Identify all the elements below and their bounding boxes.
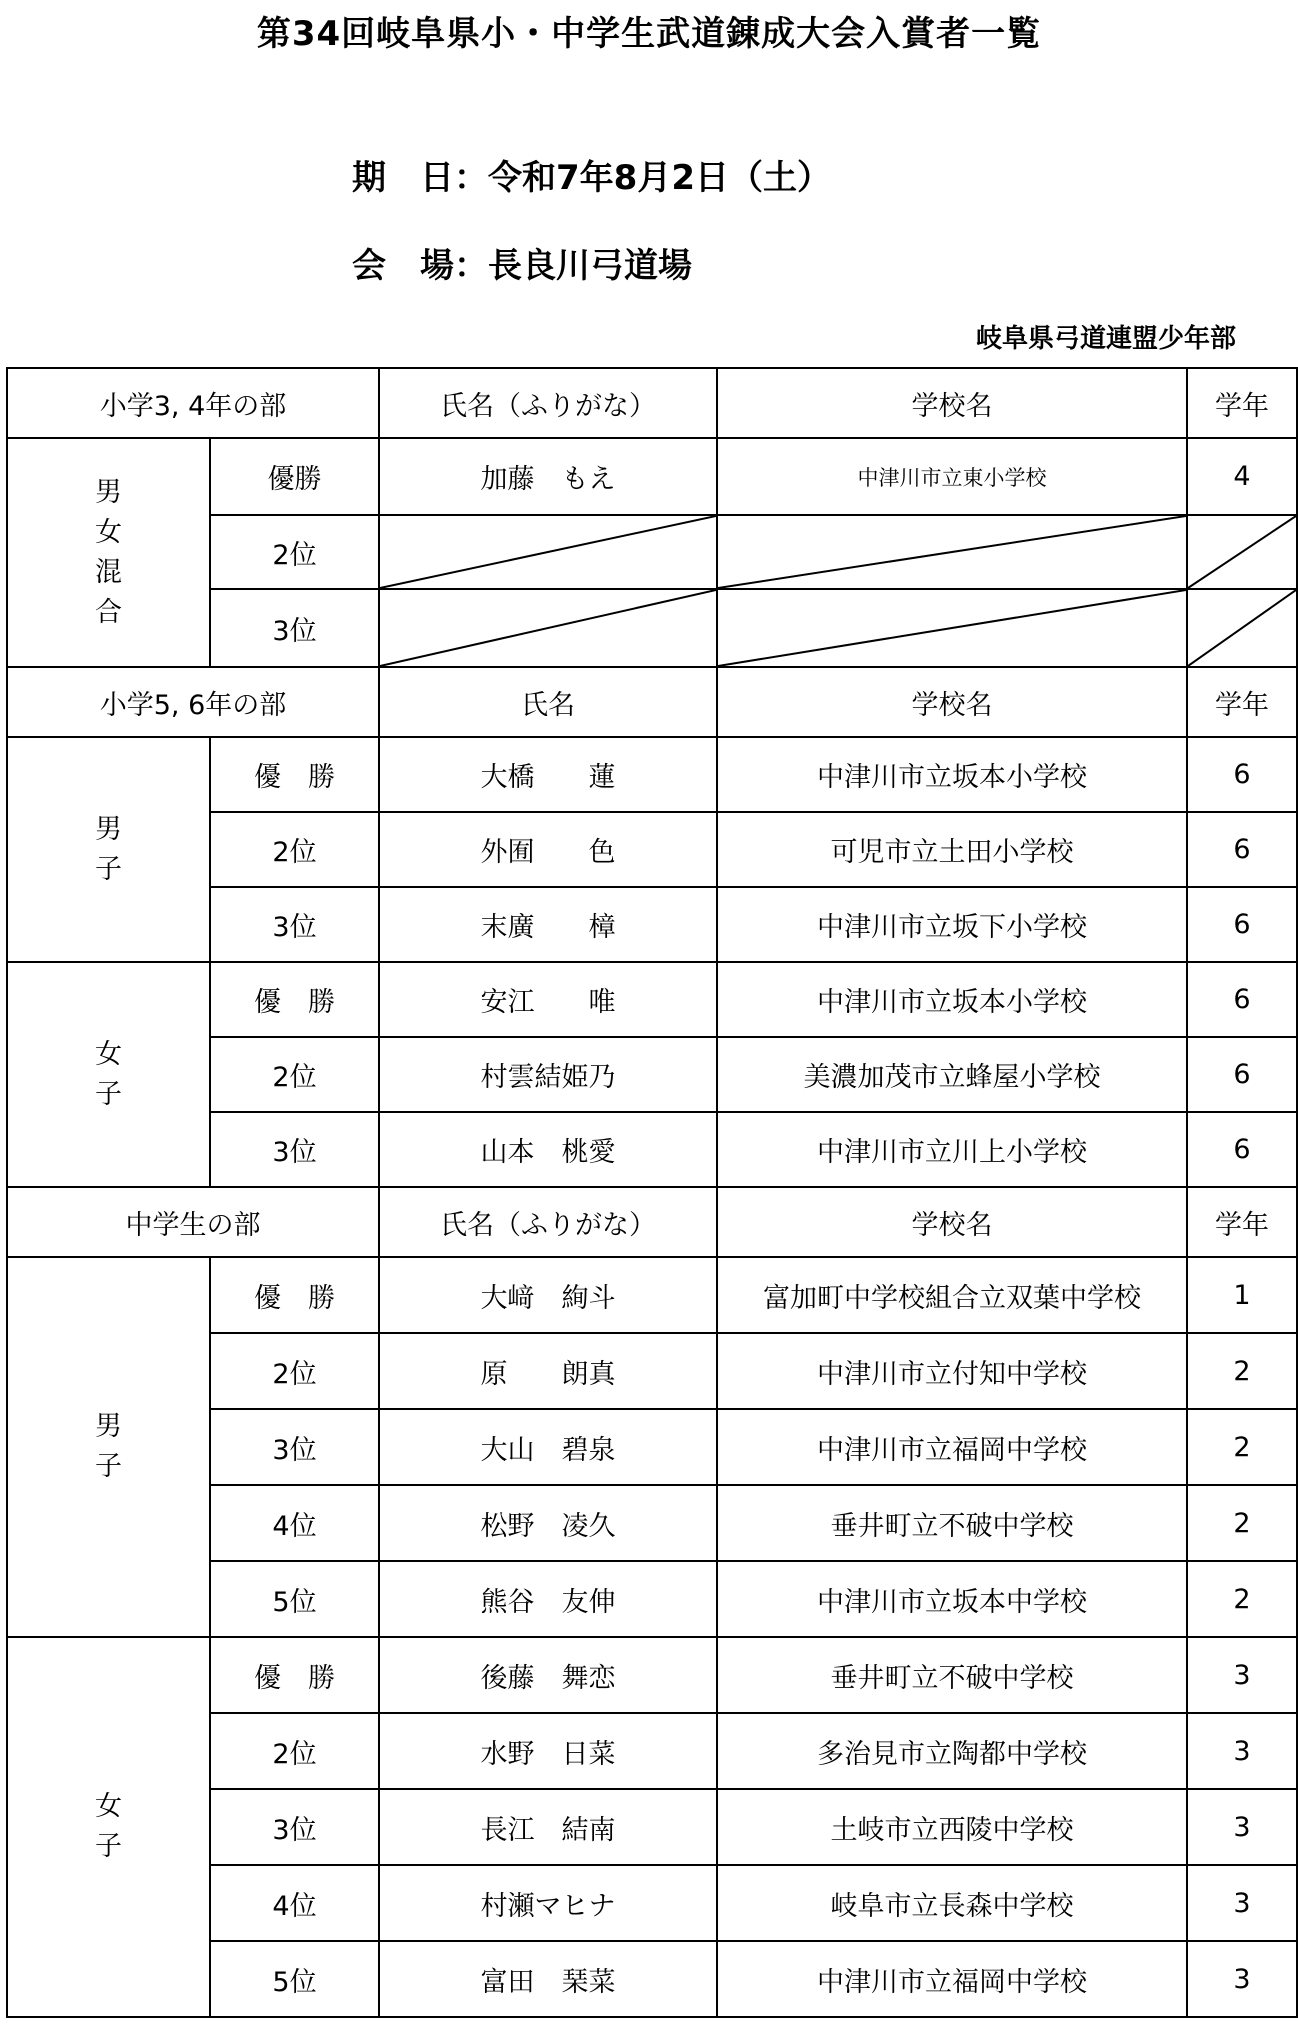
name-cell: 村雲結姫乃 bbox=[379, 1037, 717, 1112]
name-cell: 松野 凌久 bbox=[379, 1485, 717, 1561]
school-cell: 垂井町立不破中学校 bbox=[717, 1485, 1187, 1561]
name-cell: 外囿 色 bbox=[379, 812, 717, 887]
diagonal-strike bbox=[380, 590, 716, 666]
grade-cell: 6 bbox=[1187, 812, 1297, 887]
rank-cell: 5位 bbox=[210, 1561, 379, 1637]
name-cell: 熊谷 友伸 bbox=[379, 1561, 717, 1637]
rank-cell: 3位 bbox=[210, 1789, 379, 1865]
school-header: 学校名 bbox=[717, 667, 1187, 737]
section3-header bbox=[7, 1187, 1297, 1257]
name-cell: 長江 結南 bbox=[379, 1789, 717, 1865]
school-cell: 岐阜市立長森中学校 bbox=[717, 1865, 1187, 1941]
venue-value: 長良川弓道場 bbox=[488, 246, 692, 286]
grade-cell: 2 bbox=[1187, 1485, 1297, 1561]
table-row bbox=[7, 438, 1297, 515]
school-cell: 垂井町立不破中学校 bbox=[717, 1637, 1187, 1713]
name-cell: 水野 日菜 bbox=[379, 1713, 717, 1789]
diagonal-strike bbox=[1188, 516, 1296, 588]
grade-cell: 2 bbox=[1187, 1333, 1297, 1409]
grade-header: 学年 bbox=[1187, 667, 1297, 737]
school-cell: 美濃加茂市立蜂屋小学校 bbox=[717, 1037, 1187, 1112]
empty-cell bbox=[1187, 515, 1297, 589]
name-cell: 富田 琹菜 bbox=[379, 1941, 717, 2017]
rank-cell: 2位 bbox=[210, 515, 379, 589]
school-cell: 中津川市立坂下小学校 bbox=[717, 887, 1187, 962]
rank-cell: 4位 bbox=[210, 1485, 379, 1561]
grade-cell: 1 bbox=[1187, 1257, 1297, 1333]
date-label: 期 日： bbox=[352, 158, 488, 198]
school-cell: 中津川市立福岡中学校 bbox=[717, 1941, 1187, 2017]
rank-cell: 優 勝 bbox=[210, 962, 379, 1037]
rank-cell: 優 勝 bbox=[210, 1637, 379, 1713]
diagonal-strike bbox=[718, 590, 1186, 666]
table-row bbox=[7, 1257, 1297, 1333]
name-cell: 加藤 もえ bbox=[379, 438, 717, 515]
diagonal-strike bbox=[380, 516, 716, 588]
grade-cell: 3 bbox=[1187, 1637, 1297, 1713]
name-cell: 山本 桃愛 bbox=[379, 1112, 717, 1187]
school-cell: 多治見市立陶都中学校 bbox=[717, 1713, 1187, 1789]
name-header: 氏名（ふりがな） bbox=[379, 1187, 717, 1257]
group-label-mixed: 男女混合 bbox=[7, 438, 210, 667]
grade-cell: 6 bbox=[1187, 737, 1297, 812]
school-cell: 土岐市立西陵中学校 bbox=[717, 1789, 1187, 1865]
grade-cell: 6 bbox=[1187, 1112, 1297, 1187]
grade-cell: 6 bbox=[1187, 1037, 1297, 1112]
rank-cell: 2位 bbox=[210, 1037, 379, 1112]
grade-cell: 2 bbox=[1187, 1561, 1297, 1637]
division-header: 中学生の部 bbox=[7, 1187, 379, 1257]
rank-cell: 5位 bbox=[210, 1941, 379, 2017]
name-header: 氏名（ふりがな） bbox=[379, 368, 717, 438]
name-cell: 後藤 舞恋 bbox=[379, 1637, 717, 1713]
division-header: 小学3, 4年の部 bbox=[7, 368, 379, 438]
school-cell: 中津川市立坂本小学校 bbox=[717, 962, 1187, 1037]
school-cell: 富加町中学校組合立双葉中学校 bbox=[717, 1257, 1187, 1333]
division-header: 小学5, 6年の部 bbox=[7, 667, 379, 737]
group-label-girls: 女子 bbox=[7, 1637, 210, 2017]
school-cell: 中津川市立付知中学校 bbox=[717, 1333, 1187, 1409]
group-label-girls: 女子 bbox=[7, 962, 210, 1187]
name-cell: 大﨑 絢斗 bbox=[379, 1257, 717, 1333]
diagonal-strike bbox=[718, 516, 1186, 588]
rank-cell: 3位 bbox=[210, 589, 379, 667]
empty-cell bbox=[1187, 589, 1297, 667]
section2-header bbox=[7, 667, 1297, 737]
section1-header bbox=[7, 368, 1297, 438]
empty-cell bbox=[379, 515, 717, 589]
group-label-boys: 男子 bbox=[7, 1257, 210, 1637]
school-cell: 中津川市立川上小学校 bbox=[717, 1112, 1187, 1187]
rank-cell: 2位 bbox=[210, 1333, 379, 1409]
rank-cell: 優 勝 bbox=[210, 737, 379, 812]
grade-cell: 6 bbox=[1187, 962, 1297, 1037]
grade-cell: 2 bbox=[1187, 1409, 1297, 1485]
school-cell: 可児市立土田小学校 bbox=[717, 812, 1187, 887]
table-row bbox=[7, 1637, 1297, 1713]
name-cell: 大山 碧泉 bbox=[379, 1409, 717, 1485]
grade-cell: 3 bbox=[1187, 1865, 1297, 1941]
rank-cell: 優勝 bbox=[210, 438, 379, 515]
name-header: 氏名 bbox=[379, 667, 717, 737]
empty-cell bbox=[717, 589, 1187, 667]
event-date bbox=[352, 150, 831, 199]
grade-cell: 3 bbox=[1187, 1941, 1297, 2017]
rank-cell: 優 勝 bbox=[210, 1257, 379, 1333]
school-cell: 中津川市立坂本小学校 bbox=[717, 737, 1187, 812]
group-label-boys: 男子 bbox=[7, 737, 210, 962]
rank-cell: 3位 bbox=[210, 887, 379, 962]
grade-cell: 3 bbox=[1187, 1789, 1297, 1865]
rank-cell: 4位 bbox=[210, 1865, 379, 1941]
school-cell: 中津川市立福岡中学校 bbox=[717, 1409, 1187, 1485]
rank-cell: 3位 bbox=[210, 1112, 379, 1187]
school-header: 学校名 bbox=[717, 1187, 1187, 1257]
diagonal-strike bbox=[1188, 590, 1296, 666]
table-row bbox=[7, 737, 1297, 812]
name-cell: 末廣 樟 bbox=[379, 887, 717, 962]
table-row bbox=[7, 962, 1297, 1037]
name-cell: 村瀬マヒナ bbox=[379, 1865, 717, 1941]
grade-cell: 4 bbox=[1187, 438, 1297, 515]
name-cell: 原 朗真 bbox=[379, 1333, 717, 1409]
empty-cell bbox=[717, 515, 1187, 589]
page-title: 第34回岐阜県小・中学生武道錬成大会入賞者一覧 bbox=[256, 14, 1042, 54]
school-cell: 中津川市立坂本中学校 bbox=[717, 1561, 1187, 1637]
grade-cell: 3 bbox=[1187, 1713, 1297, 1789]
name-cell: 安江 唯 bbox=[379, 962, 717, 1037]
grade-cell: 6 bbox=[1187, 887, 1297, 962]
grade-header: 学年 bbox=[1187, 368, 1297, 438]
empty-cell bbox=[379, 589, 717, 667]
event-venue bbox=[352, 238, 692, 287]
venue-label: 会 場： bbox=[352, 246, 488, 286]
date-value: 令和7年8月2日（土） bbox=[488, 158, 831, 198]
results-table bbox=[6, 367, 1298, 2018]
organizer: 岐阜県弓道連盟少年部 bbox=[975, 324, 1236, 354]
grade-header: 学年 bbox=[1187, 1187, 1297, 1257]
rank-cell: 2位 bbox=[210, 812, 379, 887]
name-cell: 大橋 蓮 bbox=[379, 737, 717, 812]
school-header: 学校名 bbox=[717, 368, 1187, 438]
rank-cell: 2位 bbox=[210, 1713, 379, 1789]
school-cell: 中津川市立東小学校 bbox=[717, 438, 1187, 515]
rank-cell: 3位 bbox=[210, 1409, 379, 1485]
